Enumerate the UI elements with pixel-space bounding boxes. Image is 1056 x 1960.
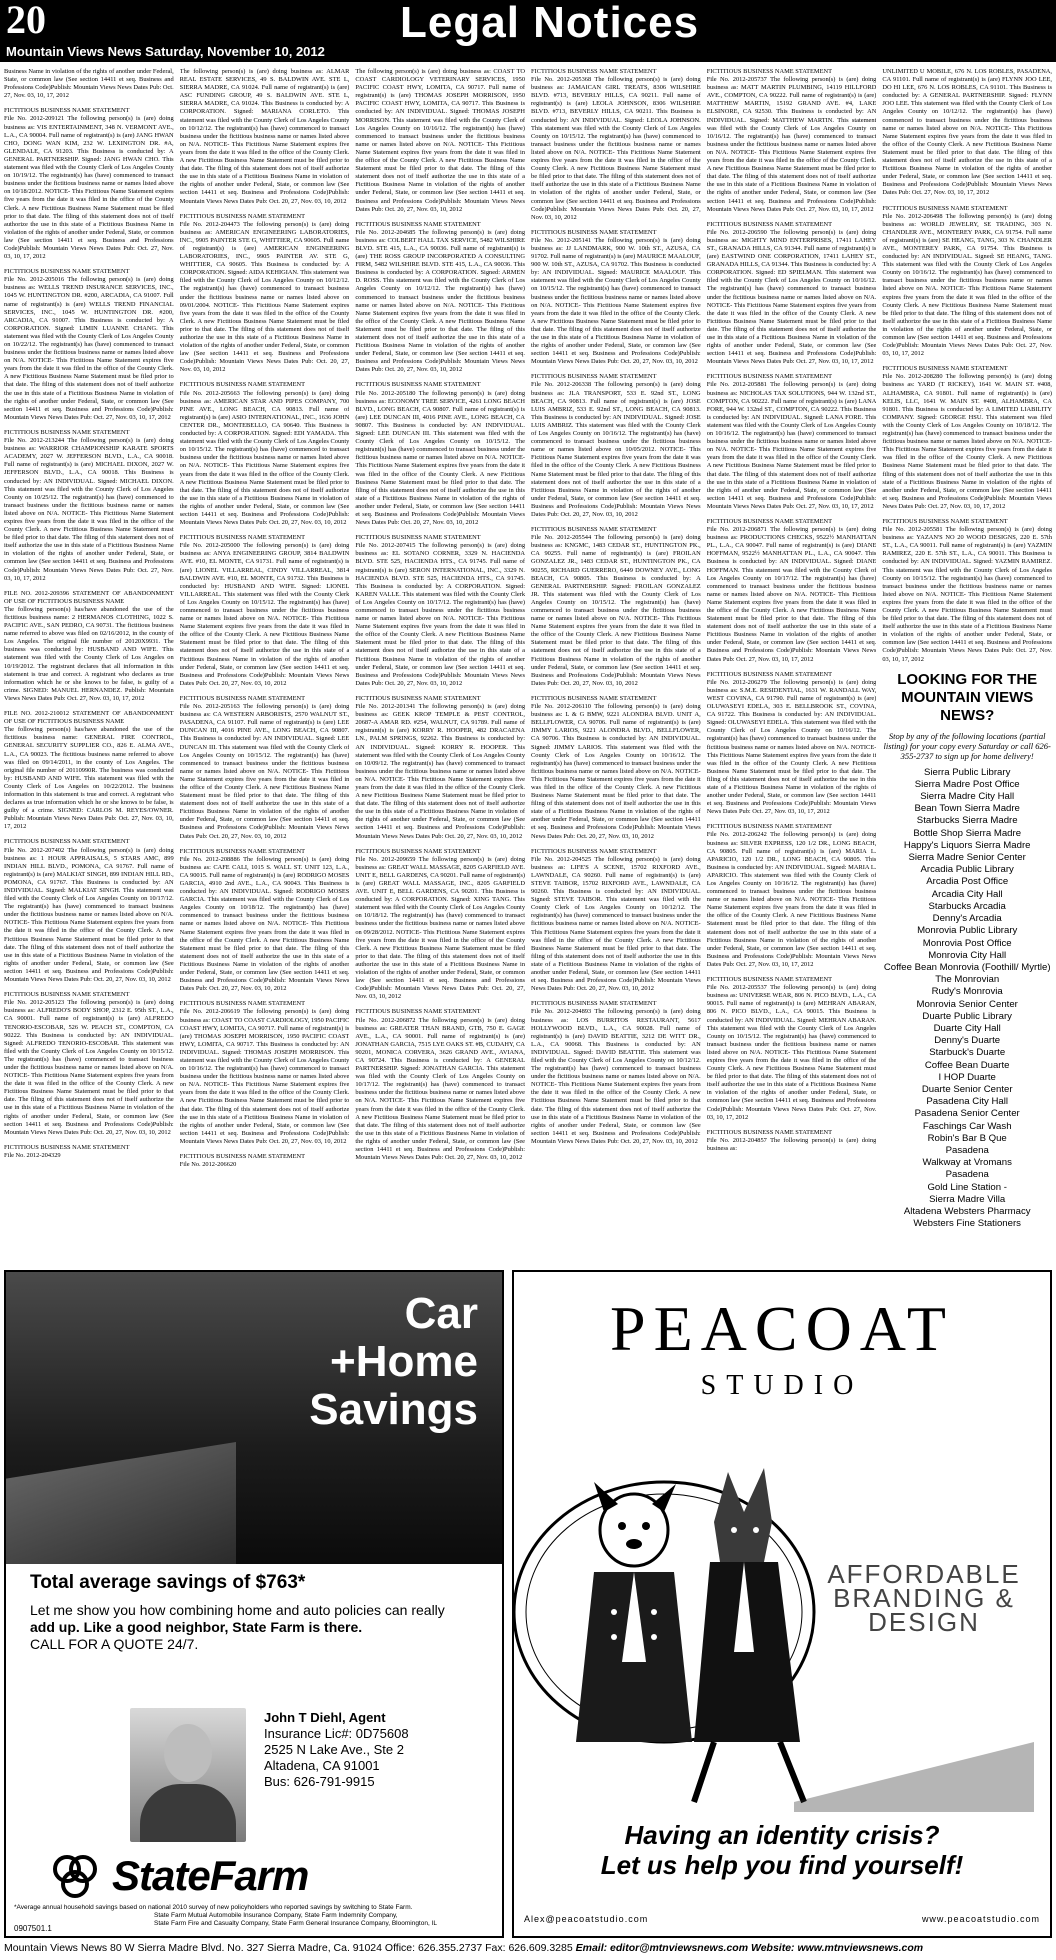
notice-body: File No. 2012-209659 The following person(s) is (are) doing business as: GREAT WALL MASSAGE, 8205 GARFIELD AVE. UNIT E, BELL GARDENS, CA 90201. Full name of registrant(s) is (are) GREAT WALL MASSAGE, INC., 8205 GARFIELD AVE. UNIT E, BELL GARDENS, CA 90201. This Business is conducted by: A CORPORATION. Signed: XING TANG. This statement was filed with the County Clerk of Los Angeles County on 10/18/12. The registrant(s) has (have) commenced to transact business under the fictitious business name or names listed above on 09/28/2012. NOTICE- This Fictitious Name Statement expires five years from the date it was filed in the office of the County Clerk. A new Fictitious Business Name Statement must be filed prior to that date. The filing of this statement does not of itself authorize the use in this state of a Fictitious Business Name in violation of the rights of another under Federal, State, or common law (See section 14411 et seq. Business and Professions Code)Publish: Mountain Views News Dates Pub: Oct. 20, 27, Nov. 03, 10, 2012 xyxy=(355,855,526,1001)
notice-header: FICTITIOUS BUSINESS NAME STATEMENT xyxy=(355,694,481,702)
location-item: Pasadena xyxy=(945,1169,989,1181)
tagline-line1: AFFORDABLE xyxy=(827,1559,1021,1589)
footer-email[interactable]: Email: editor@mtnviewsnews.com xyxy=(575,1942,749,1954)
location-item: Pasadena xyxy=(945,1144,989,1156)
notice-body: File No. 2012-205537 The following person(s) is (are) doing business as: UNIVERSE WEAR, 806 N. PICO BLVD., L.A., CA 90015. Full name of registrant(s) is (are) MEHRAN ABARAN, 806 N. PICO BLVD., L.A., CA 90015. This Business is conducted by: AN INDIVIDUAL. Signed: MEHRAN ABARAN. This statement was filed with the County Clerk of Los Angeles County on 10/15/12. The registrant(s) has (have) commenced to transact business under the fictitious business name or names listed above on N/A. NOTICE- This Fictitious Name Statement expires five years from the date it was filed in the office of the County Clerk. A new Fictitious Business Name Statement must be filed prior to that date. The filing of this statement does not of itself authorize the use in this state of a Fictitious Business Name in violation of the rights of another under Federal, State, or common law (See section 14411 et seq. Business and Professions Code)Publish: Mountain Views News Dates Pub: Oct. 27, Nov. 03, 10, 17, 2012 xyxy=(706,984,877,1121)
legal-notice xyxy=(4,68,174,100)
location-item: Monrovia Public Library xyxy=(917,925,1018,937)
notice-header: FICTITIOUS BUSINESS NAME STATEMENT xyxy=(531,228,657,236)
notice-body: File No. 2012-205016 The following person(s) is (are) doing business as: WELLS TREND INSURANCE SERVICES, INC., 1045 W. HUNTINGTON DR. #200, ARCADIA, CA 91007. Full name of registrant(s) is (are) WELLS TREND FINANCIAL SERVICES, INC., 1045 W. HUNTINGTON DR. #200, ARCADIA, CA 91007. This Business is conducted by: A CORPORATION. Signed: LIMIN LUANNE CHANG. This statement was filed with the County Clerk of Los Angeles County on 10/22/12. The registrant(s) has (have) commenced to transact business under the fictitious business name or names listed above on N/A. NOTICE- This Fictitious Name Statement expires five years from the date it was filed in the office of the County Clerk. A new Fictitious Business Name Statement must be filed prior to that date. The filing of this statement does not of itself authorize the use in this state of a Fictitious Business Name in violation of the rights of another under Federal, State, or common law (See section 14411 et seq. Business and Professions Code)Publish: Mountain Views News Dates Pub: Oct. 27, Nov. 03, 10, 17, 2012 xyxy=(4,276,174,421)
notice-body: The following person(s) is (are) doing business as: ALMAR REAL ESTATE SERVICES, 49 S. BALDWIN AVE. STE L, SIERRA MADRE, CA 91024. Full name of registrant(s) is (are) ASC FUNDING GROUP, 49 S. BALDWIN AVE. STE L, SIERRA MADRE, CA 91024. This Business is conducted by: A CORPORATION. Signed: MARIANA CORLETO. This statement was filed with the County Clerk of Los Angeles County on 10/12/12. The registrant(s) has (have) commenced to transact business under the fictitious business name or names listed above on N/A. NOTICE- This Fictitious Name Statement expires five years from the date it was filed in the office of the County Clerk. A new Fictitious Business Name Statement must be filed prior to that date. The filing of this statement does not of itself authorize the use in this state of a Fictitious Business Name in violation of the rights of another under Federal, State, or common law (See section 14411 et seq. Business and Professions Code)Publish: Mountain Views News Dates Pub: Oct. 20, 27, Nov. 03, 10, 2012 xyxy=(179,68,350,205)
notice-body: File No. 2012-205123 The following person(s) is (are) doing business as: ALFREDO'S BODY SHOP, 2312 E. 95th ST., L.A., CA 90001. Full name of registrant(s) is (are) ALFREDO TENORIO-ESCOBAR, 526 W. PEACH ST., COMPTON, CA 90222. This Business is conducted by: AN INDIVIDUAL. Signed: ALFREDO TENORIO-ESCOBAR. This statement was filed with the County Clerk of Los Angeles County on 10/15/12. The registrant(s) has (have) commenced to transact business under the fictitious business name or names listed above on N/A. NOTICE- This Fictitious Name Statement expires five years from the date it was filed in the office of the County Clerk. A new Fictitious Business Name Statement must be filed prior to that date. The filing of this statement does not of itself authorize the use in this state of a Fictitious Business Name in violation of the rights of another under Federal, State, or common law (See section 14411 et seq. Business and Professions Code)Publish: Mountain Views News Dates Pub: Oct. 20, 27, Nov. 03, 10, 2012 xyxy=(4,999,174,1136)
notice-body: File No. 2012-205663 The following person(s) is (are) doing business as: AMERICAN STAR AND PIPES COMPANY, 700 PINE AVE., LONG BEACH, CA 90813. Full name of registrant(s) is (are) ASIO INTERNATIONAL, INC., 1636 JOHN CENTER DR., MONTEBELLO, CA 90640. This Business is conducted by: A CORPORATION. Signed: EDI YAMADA. This statement was filed with the County Clerk of Los Angeles County on 10/15/12. The registrant(s) has (have) commenced to transact business under the fictitious business name or names listed above on N/A. NOTICE- This Fictitious Name Statement expires five years from the date it was filed in the office of the County Clerk. A new Fictitious Business Name Statement must be filed prior to that date. The filing of this statement does not of itself authorize the use in this state of a Fictitious Business Name in violation of the rights of another under Federal, State, or common law (See section 14411 et seq. Business and Professions Code)Publish: Mountain Views News Dates Pub: Oct. 20, 27, Nov. 03, 10, 2012 xyxy=(179,389,350,527)
notice-header: FICTITIOUS BUSINESS NAME STATEMENT xyxy=(179,847,306,855)
notice-header: FICTITIOUS BUSINESS NAME STATEMENT xyxy=(706,220,833,228)
notice-body: File No. 2012-204525 The following person(s) is (are) doing business as: LIFE'S A SCENE, 15702 RIXFORD AVE., LAWNDALE, CA 90260. Full name of registrant(s) is (are) STEVE TAIBOR, 15702 RIXFORD AVE., LAWNDALE, CA 90260. This Business is conducted by: AN INDIVIDUAL. Signed: STEVE TAIBOR. This statement was filed with the County Clerk of Los Angeles County on 10/12/12. The registrant(s) has (have) commenced to transact business under the fictitious business name or names listed above on N/A. NOTICE- This Fictitious Name Statement expires five years from the date it was filed in the office of the County Clerk. A new Fictitious Business Name Statement must be filed prior to that date. The filing of this statement does not of itself authorize the use in this state of a Fictitious Business Name in violation of the rights of another under Federal, State, or common law (See section 14411 et seq. Business and Professions Code)Publish: Mountain Views News Dates Pub: Oct. 20, 27, Nov. 03, 10, 2012 xyxy=(531,855,701,993)
slogan-line1: Having an identity crisis? xyxy=(624,1820,940,1850)
column-1 xyxy=(4,68,174,1260)
location-item: Pasadena City Hall xyxy=(926,1096,1008,1108)
notice-body: File No. 2012-206110 The following person(s) is (are) doing business as: L & G BMW, 9221 ALONDRA BLVD. UNIT A, BELLFLOWER, CA 90706. Full name of registrant(s) is (are) JIMMY LARIOS, 9221 ALONDRA BLVD., BELLFLOWER, CA 90706. This Business is conducted by: AN INDIVIDUAL. Signed: JIMMY LARIOS. This statement was filed with the County Clerk of Los Angeles County on 10/16/12. The registrant(s) has (have) commenced to transact business under the fictitious business name or names listed above on N/A. NOTICE- This Fictitious Name Statement expires five years from the date it was filed in the office of the County Clerk. A new Fictitious Business Name Statement must be filed prior to that date. The filing of this statement does not of itself authorize the use in this state of a Fictitious Business Name in violation of the rights of another under Federal, State, or common law (See section 14411 et seq. Business and Professions Code)Publish: Mountain Views News Dates Pub: Oct. 20, 27, Nov. 03, 10, 2012 xyxy=(531,703,701,840)
location-item: Sierra Madre City Hall xyxy=(920,791,1015,803)
notice-body: File No. 2012-204685 The following person(s) is (are) doing business as: COLBERT HALL TAX SERVICE, 5482 WILSHIRE BLVD. STE 415, L.A., CA 90036. Full name of registrant(s) is (are) THE ROSS GROUP INCORPORATED A CONSULTING FIRM, 5482 WILSHIRE BLVD. STE 415, L.A., CA 90036. This Business is conducted by: A CORPORATION. Signed: ARMEN D. ROSS. This statement was filed with the County Clerk of Los Angeles County on 10/12/12. The registrant(s) has (have) commenced to transact business under the fictitious business name or names listed above on N/A. NOTICE- This Fictitious Name Statement expires five years from the date it was filed in the office of the County Clerk. A new Fictitious Business Name Statement must be filed prior to that date. The filing of this statement does not of itself authorize the use in this state of a Fictitious Business Name in violation of the rights of another under Federal, State, or common law (See section 14411 et seq. Business and Professions Code)Publish: Mountain Views News Dates Pub: Oct. 20, 27, Nov. 03, 10, 2012 xyxy=(355,228,526,374)
peacoat-studio: STUDIO xyxy=(700,1370,864,1401)
agent-suit xyxy=(140,1784,236,1842)
legal-notice xyxy=(707,518,877,664)
ad-code: 0907501.1 xyxy=(14,1924,52,1933)
tagline-line2: BRANDING & xyxy=(833,1583,1015,1613)
tagline-line3: DESIGN xyxy=(868,1607,980,1637)
legal-notice xyxy=(707,1129,877,1153)
notice-header: FICTITIOUS BUSINESS NAME STATEMENT xyxy=(706,1128,833,1136)
notice-body: File No. 2012-204893 The following person(s) is (are) doing business as: LOS BURRITOS RESTAURANT, 5617 HOLLYWOOD BLVD., L.A., CA 90028. Full name of registrant(s) is (are) DAVID BEATTIE, 3212 DE WITT DR., L.A., CA 90068. This Business is conducted by: AN INDIVIDUAL. Signed: DAVID BEATTIE. This statement was filed with the County Clerk of Los Angeles County on 10/12/12. The registrant(s) has (have) commenced to transact business under the fictitious business name or names listed above on N/A. NOTICE- This Fictitious Name Statement expires five years from the date it was filed in the office of the County Clerk. A new Fictitious Business Name Statement must be filed prior to that date. The filing of this statement does not of itself authorize the use in this state of a Fictitious Business Name in violation of the rights of another under Federal, State, or common law (See section 14411 et seq. Business and Professions Code)Publish: Mountain Views News Dates Pub: Oct. 20, 27, Nov. 03, 10, 2012 xyxy=(531,1008,701,1145)
notice-body: File No. 2012-205544 The following person(s) is (are) doing business as: KNGMC, 1483 CEDAR ST., HUNTINGTON PK., CA 90255. Full name of registrant(s) is (are) FROILAN GONZALEZ JR., 1483 CEDAR ST., HUNTINGTON PK., CA 90255, RICHARD GUERRERO, 6449 DOWNEY AVE., LONG BEACH, CA 90805. This Business is conducted by: A GENERAL PARTNERSHIP. Signed: FROILAN GONZALEZ JR. This statement was filed with the County Clerk of Los Angeles County on 10/15/12. The registrant(s) has (have) commenced to transact business under the fictitious business name or names listed above on N/A. NOTICE- This Fictitious Name Statement expires five years from the date it was filed in the office of the County Clerk. A new Fictitious Business Name Statement must be filed prior to that date. The filing of this statement does not of itself authorize the use in this state of a Fictitious Business Name in violation of the rights of another under Federal, State, or common law (See section 14411 et seq. Business and Professions Code)Publish: Mountain Views News Dates Pub: Oct. 20, 27, Nov. 03, 10, 2012 xyxy=(531,534,701,687)
distribution-locations xyxy=(882,671,1052,1231)
legal-notice xyxy=(180,848,350,994)
legal-notice xyxy=(4,991,174,1137)
notice-body: The following person(s) is (are) doing business as: COAST TO COAST CARDIOLOGY VETERINARY SERVICES, 1950 PACIFIC COAST HWY, LOMITA, CA 90717. Full name of registrant(s) is (are) THOMAS JOSEPH MORRISON, 1950 PACIFIC COAST HWY, LOMITA, CA 90717. This Business is conducted by: AN INDIVIDUAL. Signed: THOMAS JOSEPH MORRISON. This statement was filed with the County Clerk of Los Angeles County on 10/16/12. The registrant(s) has (have) commenced to transact business under the fictitious business name or names listed above on N/A. NOTICE- This Fictitious Name Statement expires five years from the date it was filed in the office of the County Clerk. A new Fictitious Business Name Statement must be filed prior to that date. The filing of this statement does not of itself authorize the use in this state of a Fictitious Business Name in violation of the rights of another under Federal, State, or common law (See section 14411 et seq. Business and Professions Code)Publish: Mountain Views News Dates Pub: Oct. 20, 27, Nov. 03, 10, 2012 xyxy=(355,68,526,213)
notice-header: FICTITIOUS BUSINESS NAME STATEMENT xyxy=(531,68,657,75)
footer-website[interactable]: Website: www.mtnviewsnews.com xyxy=(750,1942,924,1954)
notice-body: File No. 2012-205881 The following person(s) is (are) doing business as: NICHOLAS TAX SOLUTIONS, 944 W. 132nd ST., COMPTON, CA 90222. Full name of registrant(s) is (are) LANA FORE, 944 W. 132nd ST., COMPTON, CA 90222. This Business is conducted by: AN INDIVIDUAL. Signed: LANA FORE. This statement was filed with the County Clerk of Los Angeles County on 10/16/12. The registrant(s) has (have) commenced to transact business under the fictitious business name or names listed above on N/A. NOTICE- This Fictitious Name Statement expires five years from the date it was filed in the office of the County Clerk. A new Fictitious Business Name Statement must be filed prior to that date. The filing of this statement does not of itself authorize the use in this state of a Fictitious Business Name in violation of the rights of another under Federal, State, or common law (See section 14411 et seq. Business and Professions Code)Publish: Mountain Views News Dates Pub: Oct. 27, Nov. 03, 10, 17, 2012 xyxy=(706,381,877,510)
legal-notices-columns xyxy=(4,68,1052,1260)
notice-header: FILE NO. 2012-209396 STATEMENT OF ABANDONMENT OF USE OF FICTITIOUS BUSINESS NAME xyxy=(4,589,174,605)
peacoat-tagline xyxy=(814,1559,1034,1637)
location-item: Rudy's Monrovia xyxy=(931,986,1003,998)
notice-body: File No. 2012-204329 xyxy=(4,1151,61,1159)
legal-notice xyxy=(707,976,877,1122)
location-item: Bottle Shop Sierra Madre xyxy=(913,827,1022,839)
notice-header: FICTITIOUS BUSINESS NAME STATEMENT xyxy=(706,517,833,525)
legal-notice xyxy=(882,518,1052,664)
legal-notice xyxy=(4,838,174,984)
notice-header: FICTITIOUS BUSINESS NAME STATEMENT xyxy=(355,381,481,389)
legal-notice xyxy=(531,373,701,519)
peacoat-email-link[interactable]: Alex@peacoatstudio.com xyxy=(524,1914,649,1924)
notice-header: FICTITIOUS BUSINESS NAME STATEMENT xyxy=(4,991,130,999)
notice-body: File No. 2012-208280 The following person(s) is (are) doing business as: YARD (T RICKEY), 1641 W. MAIN ST. #408, ALHAMBRA, CA 91801. Full name of registrant(s) is (are) KELIS, LLC, 1641 W. MAIN ST. #408, ALHAMBRA, CA 91801. This Business is conducted by: A LIMITED LIABILITY COMPANY. Signed: GEORGE HSU. This statement was filed with the County Clerk of Los Angeles County on 10/18/12. The registrant(s) has (have) commenced to transact business under the fictitious business name or names listed above on N/A. NOTICE- This Fictitious Name Statement expires five years from the date it was filed in the office of the County Clerk. A new Fictitious Business Name Statement must be filed prior to that date. The filing of this statement does not of itself authorize the use in this state of a Fictitious Business Name in violation of the rights of another under Federal, State, or common law (See section 14411 et seq. Business and Professions Code)Publish: Mountain Views News Dates Pub: Oct. 27, Nov. 03, 10, 17, 2012 xyxy=(882,373,1053,510)
masthead-dateline: Mountain Views News Saturday, November 10, 2012 xyxy=(6,44,325,59)
agent-street: 2525 N Lake Ave., Ste 2 xyxy=(264,1742,404,1757)
notice-header: FICTITIOUS BUSINESS NAME STATEMENT xyxy=(179,694,306,702)
location-item: Sierra Public Library xyxy=(924,766,1011,778)
body-line2: add up. Like a good neighbor, State Farm is there. xyxy=(30,1619,363,1635)
legal-notice xyxy=(707,221,877,367)
location-item: Arcadia City Hall xyxy=(931,888,1003,900)
notice-body: File No. 2012-206279 The following person(s) is (are) doing business as: S.M.E. RESIDENTIAL, 1631 W. RANDALL WAY, WEST COVINA, CA 91790. Full name of registrant(s) is (are) OLUWASEYI EDELA, 303 E. BELLBROOK ST., COVINA, CA 91722. This Business is conducted by: AN INDIVIDUAL. Signed: OLUWASEYI EDELA. This statement was filed with the County Clerk of Los Angeles County on 10/16/12. The registrant(s) has (have) commenced to transact business under the fictitious business name or names listed above on N/A. NOTICE- This Fictitious Name Statement expires five years from the date it was filed in the office of the County Clerk. A new Fictitious Business Name Statement must be filed prior to that date. The filing of this statement does not of itself authorize the use in this state of a Fictitious Business Name in violation of the rights of another under Federal, State, or common law (See section 14411 et seq. Business and Professions Code)Publish: Mountain Views News Dates Pub: Oct. 27, Nov. 03, 10, 17, 2012 xyxy=(706,678,877,816)
legal-notice xyxy=(531,848,701,994)
legal-notice xyxy=(707,373,877,511)
legal-notice xyxy=(531,1000,701,1146)
ad-fine-print xyxy=(14,1904,494,1928)
legal-notice xyxy=(4,1144,174,1160)
notice-body: UNLIMITED U MOBILE, 676 N. LOS ROBLES, PASADENA, CA 91101. Full name of registrant(s) is (are) FLYNN JOO LEE, DO HI LEE, 676 N. LOS ROBLES, CA 91101. This Business is conducted by: A GENERAL PARTNERSHIP. Signed: FLYNN JOO LEE. This statement was filed with the County Clerk of Los Angeles County on 10/12/12. The registrant(s) has (have) commenced to transact business under the fictitious business name or names listed above on N/A. NOTICE- This Fictitious Name Statement expires five years from the date it was filed in the office of the County Clerk. A new Fictitious Business Name Statement must be filed prior to that date. The filing of this statement does not of itself authorize the use in this state of a Fictitious Business Name in violation of the rights of another under Federal, State, or common law (See section 14411 et seq. Business and Professions Code)Publish: Mountain Views News Dates Pub: Oct. 27, Nov. 03, 10, 17, 2012 xyxy=(882,68,1053,197)
notice-body: File No. 2012-206871 The following person(s) is (are) doing business as: PRODUCTIONS CHECKS, 9522½ MANHATTAN PL., L.A., CA 90047. Full name of registrant(s) is (are) DIANE HOFFMAN, 9522½ MANHATTAN PL., L.A., CA 90047. This Business is conducted by: AN INDIVIDUAL. Signed: DIANE HOFFMAN. This statement was filed with the County Clerk of Los Angeles County on 10/17/12. The registrant(s) has (have) commenced to transact business under the fictitious business name or names listed above on N/A. NOTICE- This Fictitious Name Statement expires five years from the date it was filed in the office of the County Clerk. A new Fictitious Business Name Statement must be filed prior to that date. The filing of this statement does not of itself authorize the use in this state of a Fictitious Business Name in violation of the rights of another under Federal, State, or common law (See section 14411 et seq. Business and Professions Code)Publish: Mountain Views News Dates Pub: Oct. 27, Nov. 03, 10, 17, 2012 xyxy=(706,526,877,663)
notice-body: File No. 2012-213244 The following person(s) is (are) doing business as: WARRIOR CHAMPIONSHIP KARATE SPORTS ACADEMY, 2027 W. JEFFERSON BLVD., L.A., CA 90018. Full name of registrant(s) is (are) MICHAEL DIXON, 2027 W. JEFFERSON BLVD., L.A., CA 90018. This Business is conducted by: AN INDIVIDUAL. Signed: MICHAEL DIXON. This statement was filed with the County Clerk of Los Angeles County on 10/25/12. The registrant(s) has (have) commenced to transact business under the fictitious business name or names listed above on N/A. NOTICE- This Fictitious Name Statement expires five years from the date it was filed in the office of the County Clerk. A new Fictitious Business Name Statement must be filed prior to that date. The filing of this statement does not of itself authorize the use in this state of a Fictitious Business Name in violation of the rights of another under Federal, State, or common law (See section 14411 et seq. Business and Professions Code)Publish: Mountain Views News Dates Pub: Oct. 27, Nov. 03, 10, 17, 2012 xyxy=(4,437,174,582)
fine-print-1: *Average annual household savings based on national 2010 survey of new policyholders who reported savings by switching to State Farm. xyxy=(14,1904,413,1911)
notice-body: File No. 2012-205163 The following person(s) is (are) doing business as: CA WESTERN ARBORISTS, 2570 WALNUT ST., PASADENA, CA 91107. Full name of registrant(s) is (are) LEE DUNCAN III, 4016 PINE AVE., LONG BEACH, CA 90807. This Business is conducted by: AN INDIVIDUAL. Signed: LEE DUNCAN III. This statement was filed with the County Clerk of Los Angeles County on 10/15/12. The registrant(s) has (have) commenced to transact business under the fictitious business name or names listed above on N/A. NOTICE- This Fictitious Name Statement expires five years from the date it was filed in the office of the County Clerk. A new Fictitious Business Name Statement must be filed prior to that date. The filing of this statement does not of itself authorize the use in this state of a Fictitious Business Name in violation of the rights of another under Federal, State, or common law (See section 14411 et seq. Business and Professions Code)Publish: Mountain Views News Dates Pub: Oct. 20, 27, Nov. 03, 10, 2012 xyxy=(179,703,350,840)
legal-notice xyxy=(355,534,525,688)
notice-body: The following person(s) has/have abandoned the use of the fictitious business name: 2 HERMANOS CLOTHING, 1022 S. PACIFIC AVE., SAN PEDRO, CA 90731. The fictitious business name referred to above was filed on 02/16/2012, in the county of Los Angeles. The original file number of 20120X9931. The business was conducted by: HUSBAND AND WIFE. This statement was filed with the County Clerk of Los Angeles on 10/19/2012. The registrant declares that all information in this statement is true and correct. A registrant who declares as true information which he or she knows to be false, is guilty of a crime. SIGNED: MANUEL HERNANDEZ. Publish: Mountain Views News Dates Pub: Oct. 27, Nov. 03, 10, 17, 2012 xyxy=(4,605,174,702)
location-item: Monrovia City Hall xyxy=(928,949,1007,961)
headline-line3: Savings xyxy=(309,1385,478,1434)
location-item: Duarte Senior Center xyxy=(921,1083,1013,1095)
notice-header: FICTITIOUS BUSINESS NAME STATEMENT xyxy=(706,670,833,678)
location-item: Faschings Car Wash xyxy=(922,1120,1012,1132)
slogan-line2: Let us help you find yourself! xyxy=(600,1850,964,1880)
notice-header: FICTITIOUS BUSINESS NAME STATEMENT xyxy=(355,847,481,855)
peacoat-ad[interactable] xyxy=(512,1270,1052,1938)
notice-body: File No. 2012-205737 The following person(s) is (are) doing business as: MATT MARTIN PLUMBING, 14119 HILLFORD AVE., COMPTON, CA 90222. Full name of registrant(s) is (are) MATTHEW MARTIN, 15192 GRAND AVE. #4, LAKE ELSINORE, CA 92530. This Business is conducted by: AN INDIVIDUAL. Signed: MATTHEW MARTIN. This statement was filed with the County Clerk of Los Angeles County on 10/16/12. The registrant(s) has (have) commenced to transact business under the fictitious business name or names listed above on N/A. NOTICE- This Fictitious Name Statement expires five years from the date it was filed in the office of the County Clerk. A new Fictitious Business Name Statement must be filed prior to that date. The filing of this statement does not of itself authorize the use in this state of a Fictitious Business Name in violation of the rights of another under Federal, State, or common law (See section 14411 et seq. Business and Professions Code)Publish: Mountain Views News Dates Pub: Oct. 27, Nov. 03, 10, 17, 2012 xyxy=(706,76,877,213)
legal-notice xyxy=(531,526,701,688)
peacoat-slogan xyxy=(514,1820,1050,1880)
location-item: Denny's Arcadia xyxy=(932,913,1002,925)
statefarm-ad[interactable] xyxy=(4,1270,504,1938)
locations-title: LOOKING FOR THE MOUNTAIN VIEWS NEWS? xyxy=(897,670,1038,724)
notice-header: FICTITIOUS BUSINESS NAME STATEMENT xyxy=(355,1008,481,1016)
location-item: Websters Fine Stationers xyxy=(913,1218,1021,1230)
location-item: The Monrovian xyxy=(935,974,1000,986)
notice-header: FICTITIOUS BUSINESS NAME STATEMENT xyxy=(531,847,657,855)
notice-body: File No. 2012-206620 xyxy=(179,1161,237,1169)
notice-body: File No. 2012-205141 The following person(s) is (are) doing business as: JJ LANDMARK, 900 W. 10th ST., AZUSA, CA 91702. Full name of registrant(s) is (are) MAURICE MAALOUF, 900 W. 10th ST., AZUSA, CA 91702. This Business is conducted by: AN INDIVIDUAL. Signed: MAURICE MAALOUF. This statement was filed with the County Clerk of Los Angeles County on 10/15/12. The registrant(s) has (have) commenced to transact business under the fictitious business name or names listed above on N/A. NOTICE- This Fictitious Name Statement expires five years from the date it was filed in the office of the County Clerk. A new Fictitious Business Name Statement must be filed prior to that date. The filing of this statement does not of itself authorize the use in this state of a Fictitious Business Name in violation of the rights of another under Federal, State, or common law (See section 14411 et seq. Business and Professions Code)Publish: Mountain Views News Dates Pub: Oct. 20, 27, Nov. 03, 10, 2012 xyxy=(531,236,701,366)
legal-notice xyxy=(531,68,701,222)
ad-headline xyxy=(156,1290,478,1434)
section-title: Legal Notices xyxy=(400,0,700,47)
location-item: I HOP Duarte xyxy=(938,1071,996,1083)
notice-body: Business Name in violation of the rights of another under Federal, State, or common law (See section 14411 et seq. Business and Professions Code)Publish: Mountain Views News Dates Pub: Oct. 27, Nov. 03, 10, 17, 2012 xyxy=(4,68,174,100)
notice-body: File No. 2012-205581 The following person(s) is (are) doing business as: YAZAN'S NO 20 WOOD DESIGNS, 220 E. 57th ST., L.A., CA 90011. Full name of registrant(s) is (are) YAZMIN RAMIREZ, 220 E. 57th ST., L.A., CA 90011. This Business is conducted by: AN INDIVIDUAL. Signed: YAZMIN RAMIREZ. This statement was filed with the County Clerk of Los Angeles County on 10/15/12. The registrant(s) has (have) commenced to transact business under the fictitious business name or names listed above on N/A. NOTICE- This Fictitious Name Statement expires five years from the date it was filed in the office of the County Clerk. A new Fictitious Business Name Statement must be filed prior to that date. The filing of this statement does not of itself authorize the use in this state of a Fictitious Business Name in violation of the rights of another under Federal, State, or common law (See section 14411 et seq. Business and Professions Code)Publish: Mountain Views News Dates Pub: Oct. 27, Nov. 03, 10, 17, 2012 xyxy=(882,526,1053,663)
location-item: Altadena Websters Pharmacy xyxy=(903,1205,1031,1217)
agent-face xyxy=(164,1724,212,1782)
location-item: Happy's Liquors Sierra Madre xyxy=(903,839,1031,851)
column-4 xyxy=(531,68,701,1260)
legal-notice xyxy=(707,823,877,969)
column-5 xyxy=(707,68,877,1260)
notice-header: FICTITIOUS BUSINESS NAME STATEMENT xyxy=(179,1000,306,1008)
notice-body: File No. 2012-206242 The following person(s) is (are) doing business as: SILVER EXPRESS, 120 1/2 DR., LONG BEACH, CA 90805. Full name of registrant(s) is (are) MARIA L. APARICIO, 120 1/2 DR., LONG BEACH, CA 90805. This Business is conducted by: AN INDIVIDUAL. Signed: MARIA L. APARICIO. This statement was filed with the County Clerk of Los Angeles County on 10/16/12. The registrant(s) has (have) commenced to transact business under the fictitious business name or names listed above on N/A. NOTICE- This Fictitious Name Statement expires five years from the date it was filed in the office of the County Clerk. A new Fictitious Business Name Statement must be filed prior to that date. The filing of this statement does not of itself authorize the use in this state of a Fictitious Business Name in violation of the rights of another under Federal, State, or common law (See section 14411 et seq. Business and Professions Code)Publish: Mountain Views News Dates Pub: Oct. 27, Nov. 03, 10, 17, 2012 xyxy=(706,831,877,968)
notice-body: The following person(s) has/have abandoned the use of the fictitious business name: GENERAL FIRE CONTROL, GENERAL SECURITY SUPPLIER CO., 826 E. ALMA AVE., L.A., CA 90023. The fictitious business name referred to above was filed on 09/14/2011, in the county of Los Angeles. The original file number of 20110990R. The business was conducted by: HUSBAND AND WIFE. This statement was filed with the County Clerk of Los Angeles on 10/22/2012. The business information in this statement is true and correct. A registrant who declares as true information which he or she knows to be false, is guilty of a crime. SIGNED: CARLOS M. REYES/OWNER. Publish: Mountain Views News Dates Pub: Oct. 27, Nov. 03, 10, 17, 2012 xyxy=(4,726,174,831)
legal-notice xyxy=(180,381,350,527)
notice-header: FICTITIOUS BUSINESS NAME STATEMENT xyxy=(882,204,1008,212)
legal-notice xyxy=(882,365,1052,511)
notice-header: FICTITIOUS BUSINESS NAME STATEMENT xyxy=(355,534,481,542)
legal-notice xyxy=(355,221,525,375)
notice-body: File No. 2012-201341 The following person(s) is (are) doing business as: GEEK KROP TEMPLE & PEST CONTROL, 20687-A AMAR RD. #254, WALNUT, CA 91789. Full name of registrant(s) is (are) KORRY R. HOOPER, 482 DRACAENA LN., PALM SPRINGS, 92262. This Business is conducted by: AN INDIVIDUAL. Signed: KORRY R. HOOPER. This statement was filed with the County Clerk of Los Angeles County on 10/09/12. The registrant(s) has (have) commenced to transact business under the fictitious business name or names listed above on N/A. NOTICE- This Fictitious Name Statement expires five years from the date it was filed in the office of the County Clerk. A new Fictitious Business Name Statement must be filed prior to that date. The filing of this statement does not of itself authorize the use in this state of a Fictitious Business Name in violation of the rights of another under Federal, State, or common law (See section 14411 et seq. Business and Professions Code)Publish: Mountain Views News Dates Pub: Oct. 20, 27, Nov. 03, 10, 2012 xyxy=(355,703,526,840)
legal-notice xyxy=(355,848,525,1002)
notice-header: FICTITIOUS BUSINESS NAME STATEMENT xyxy=(179,381,306,389)
locations-intro: Stop by any of the following locations (partial listing) for your copy every Saturday or call 626-355-2737 to sign up for home delivery! xyxy=(883,730,1051,761)
column-3 xyxy=(355,68,525,1260)
fine-print-2: State Farm Mutual Automobile Insurance Company, State Farm Indemnity Company, xyxy=(154,1912,398,1919)
agent-info xyxy=(264,1710,409,1790)
legal-notice xyxy=(180,68,350,206)
location-item: Coffee Bean Duarte xyxy=(924,1059,1010,1071)
notice-header: FICTITIOUS BUSINESS NAME STATEMENT xyxy=(882,517,1008,525)
location-item: Sierra Madre Senior Center xyxy=(908,852,1026,864)
notice-header: FICTITIOUS BUSINESS NAME STATEMENT xyxy=(4,428,130,436)
legal-notice xyxy=(180,213,350,375)
agent-photo xyxy=(130,1708,246,1842)
legal-notice xyxy=(4,268,174,422)
notice-header: FICTITIOUS BUSINESS NAME STATEMENT xyxy=(882,365,1008,373)
notice-header: FICTITIOUS BUSINESS NAME STATEMENT xyxy=(355,220,481,228)
notice-header: FICTITIOUS BUSINESS NAME STATEMENT xyxy=(179,212,306,220)
legal-notice xyxy=(355,381,525,527)
headline-line2: +Home xyxy=(330,1337,478,1386)
notice-header: FICTITIOUS BUSINESS NAME STATEMENT xyxy=(4,838,130,846)
notice-header: FICTITIOUS BUSINESS NAME STATEMENT xyxy=(179,1153,306,1160)
notice-header: FILE NO. 2012-210012 STATEMENT OF ABANDONMENT OF USE OF FICTITIOUS BUSINESS NAME xyxy=(4,710,174,726)
legal-notice xyxy=(531,229,701,367)
legal-notice xyxy=(180,534,350,688)
notice-body: File No. 2012-206338 The following person(s) is (are) doing business as: JLA TRANSPORT, 533 E. 92nd ST., LONG BEACH, CA 90813. Full name of registrant(s) is (are) JOSE LUIS AMBRIZ, 533 E. 92nd ST., LONG BEACH, CA 90813. This Business is conducted by: AN INDIVIDUAL. Signed: JOSE LUIS AMBRIZ. This statement was filed with the County Clerk of Los Angeles County on 10/16/12. The registrant(s) has (have) commenced to transact business under the fictitious business name or names listed above on 10/05/2012. NOTICE- This Fictitious Name Statement expires five years from the date it was filed in the office of the County Clerk. A new Fictitious Business Name Statement must be filed prior to that date. The filing of this statement does not of itself authorize the use in this state of a Fictitious Business Name in violation of the rights of another under Federal, State, or common law (See section 14411 et seq. Business and Professions Code)Publish: Mountain Views News Dates Pub: Oct. 20, 27, Nov. 03, 10, 2012 xyxy=(531,381,701,518)
legal-notice xyxy=(180,695,350,841)
location-item: Starbucks Arcadia xyxy=(928,900,1006,912)
location-item: Arcadia Public Library xyxy=(920,864,1014,876)
notice-header: FICTITIOUS BUSINESS NAME STATEMENT xyxy=(706,976,833,984)
legal-notice xyxy=(707,671,877,817)
page-footer xyxy=(4,1942,1052,1954)
statefarm-logo xyxy=(50,1852,470,1902)
legal-notice xyxy=(180,1000,350,1146)
legal-notice xyxy=(355,1008,525,1162)
notice-body: File No. 2012-206619 The following person(s) is (are) doing business as: COAST TO COAST CARDIOLOGY, 1950 PACIFIC COAST HWY, LOMITA, CA 90717. Full name of registrant(s) is (are) THOMAS JOSEPH MORRISON, 1950 PACIFIC COAST HWY, LOMITA, CA 90717. This Business is conducted by: AN INDIVIDUAL. Signed: THOMAS JOSEPH MORRISON. This statement was filed with the County Clerk of Los Angeles County on 10/16/12. The registrant(s) has (have) commenced to transact business under the fictitious business name or names listed above on N/A. NOTICE- This Fictitious Name Statement expires five years from the date it was filed in the office of the County Clerk. A new Fictitious Business Name Statement must be filed prior to that date. The filing of this statement does not of itself authorize the use in this state of a Fictitious Business Name in violation of the rights of another under Federal, State, or common law (See section 14411 et seq. Business and Professions Code)Publish: Mountain Views News Dates Pub: Oct. 20, 27, Nov. 03, 10, 2012 xyxy=(179,1008,350,1145)
location-item: Starbucks Sierra Madre xyxy=(916,815,1018,827)
notice-body: File No. 2012-207402 The following person(s) is (are) doing business as: 1 HOUR APPRAISALS, 5 STARS AMC, 899 INDIAN HILL BLVD., POMONA, CA 91767. Full name of registrant(s) is (are) MALKIAT SINGH, 899 INDIAN HILL RD., POMONA, CA 91767. This Business is conducted by: AN INDIVIDUAL. Signed: MALKIAT SINGH. This statement was filed with the County Clerk of Los Angeles County on 10/17/12. The registrant(s) has (have) commenced to transact business under the fictitious business name or names listed above on N/A. NOTICE- This Fictitious Name Statement expires five years from the date it was filed in the office of the County Clerk. A new Fictitious Business Name Statement must be filed prior to that date. The filing of this statement does not of itself authorize the use in this state of a Fictitious Business Name in violation of the rights of another under Federal, State, or common law (See section 14411 et seq. Business and Professions Code)Publish: Mountain Views News Dates Pub: Oct. 20, 27, Nov. 03, 10, 2012 xyxy=(4,846,174,984)
notice-header: FICTITIOUS BUSINESS NAME STATEMENT xyxy=(531,694,657,702)
column-6 xyxy=(882,68,1052,1260)
body-line3: CALL FOR A QUOTE 24/7. xyxy=(30,1636,199,1652)
notice-header: FICTITIOUS BUSINESS NAME STATEMENT xyxy=(4,1143,130,1151)
location-item: Walkway at Vromans xyxy=(922,1157,1012,1169)
notice-body: File No. 2012-205000 The following person(s) is (are) doing business as: ANYA ENGINEERING GROUP, 3814 BALDWIN AVE. #10, EL MONTE, CA 91731. Full name of registrant(s) is (are) LIONEL VILLARREAL, CINDY VILLARREAL, 3814 BALDWIN AVE. #10, EL MONTE, CA 91732. This Business is conducted by: HUSBAND AND WIFE. Signed: LIONEL VILLARREAL. This statement was filed with the County Clerk of Los Angeles County on 10/15/12. The registrant(s) has (have) commenced to transact business under the fictitious business name or names listed above on N/A. NOTICE- This Fictitious Name Statement expires five years from the date it was filed in the office of the County Clerk. A new Fictitious Business Name Statement must be filed prior to that date. The filing of this statement does not of itself authorize the use in this state of a Fictitious Business Name in violation of the rights of another under Federal, State, or common law (See section 14411 et seq. Business and Professions Code)Publish: Mountain Views News Dates Pub: Oct. 20, 27, Nov. 03, 10, 2012 xyxy=(179,542,350,687)
location-item: Sierra Madre Post Office xyxy=(914,778,1020,790)
column-2 xyxy=(180,68,350,1260)
location-item: Duarte City Hall xyxy=(933,1022,1001,1034)
location-item: Duarte Public Library xyxy=(922,1010,1012,1022)
location-item: Starbuck's Duarte xyxy=(929,1047,1006,1059)
notice-header: FICTITIOUS BUSINESS NAME STATEMENT xyxy=(4,107,130,115)
legal-notice xyxy=(531,695,701,841)
location-item: Monrovia Post Office xyxy=(922,937,1012,949)
peacoat-website-link[interactable]: www.peacoatstudio.com xyxy=(921,1914,1040,1924)
notice-body: File No. 2012-205180 The following person(s) is (are) doing business as: ECONOMY TREE SERVICE, 4261 LONG BEACH BLVD., LONG BEACH, CA 90807. Full name of registrant(s) is (are) LEE DUNCAN III, 4016 PINE AVE., LONG BEACH, CA 90807. This Business is conducted by: AN INDIVIDUAL. Signed: LEE DUNCAN III. This statement was filed with the County Clerk of Los Angeles County on 10/15/12. The registrant(s) has (have) commenced to transact business under the fictitious business name or names listed above on N/A. NOTICE- This Fictitious Name Statement expires five years from the date it was filed in the office of the County Clerk. A new Fictitious Business Name Statement must be filed prior to that date. The filing of this statement does not of itself authorize the use in this state of a Fictitious Business Name in violation of the rights of another under Federal, State, or common law (See section 14411 et seq. Business and Professions Code)Publish: Mountain Views News Dates Pub: Oct. 20, 27, Nov. 03, 10, 2012 xyxy=(355,389,526,527)
headline-line1: Car xyxy=(404,1289,478,1338)
footer-address: Mountain Views News 80 W Sierra Madre Blvd. No. 327 Sierra Madre, Ca. 91024 Office: 626.355.2737 Fax: 626.609.3285 xyxy=(4,1942,573,1954)
location-item: Sierra Madre Villa xyxy=(929,1193,1006,1205)
statefarm-rings-icon xyxy=(50,1854,100,1900)
savings-total: Total average savings of $763* xyxy=(30,1572,306,1593)
ad-car-photo xyxy=(6,1272,502,1564)
road-graphic xyxy=(6,1442,236,1564)
locations-list xyxy=(882,767,1052,1231)
location-item: Gold Line Station - xyxy=(927,1181,1007,1193)
legal-notice xyxy=(355,695,525,841)
notice-header: FICTITIOUS BUSINESS NAME STATEMENT xyxy=(531,1000,657,1008)
legal-notice xyxy=(4,107,174,261)
location-item: Coffee Bean Monrovia (Foothill/ Myrtle) xyxy=(883,961,1051,973)
legal-notice xyxy=(882,68,1052,198)
notice-header: FICTITIOUS BUSINESS NAME STATEMENT xyxy=(706,373,833,381)
notice-body: File No. 2012-206872 The following person(s) is (are) doing business as: GREATER THAN BRAND, GTB, 750 E. GAGE AVE., L.A., CA 90001. Full name of registrant(s) is (are) JONATHAN GARCIA, 7515 LYE OAKS ST. #B, CUDAHY, CA 90201, MONICA CORVERA, 3626 GRAND AVE., AVIANA, CA 90724. This Business is conducted by: A GENERAL PARTNERSHIP. Signed: JONATHAN GARCIA. This statement was filed with the County Clerk of Los Angeles County on 10/17/12. The registrant(s) has (have) commenced to transact business under the fictitious business name or names listed above on N/A. NOTICE- This Fictitious Name Statement expires five years from the date it was filed in the office of the County Clerk. A new Fictitious Business Name Statement must be filed prior to that date. The filing of this statement does not of itself authorize the use in this state of a Fictitious Business Name in violation of the rights of another under Federal, State, or common law (See section 14411 et seq. Business and Professions Code)Publish: Mountain Views News Dates Pub: Oct. 20, 27, Nov. 03, 10, 2012 xyxy=(355,1016,526,1162)
ad-body xyxy=(30,1602,470,1653)
agent-name: John T Diehl, Agent xyxy=(264,1710,386,1725)
notice-body: File No. 2012-204473 The following person(s) is (are) doing business as: AMERICAN ENGINEERING LABORATORIES, INC., 9905 PAINTER STE G, WHITTIER, CA 90605. Full name of registrant(s) is (are) AMERICAN ENGINEERING LABORATORIES, INC., 9905 PAINTER AV. STE G, WHITTIER, CA 90605. This Business is conducted by: A CORPORATION. Signed: AIDA KEHIGIAN. This statement was filed with the County Clerk of Los Angeles County on 10/12/12. The registrant(s) has (have) commenced to transact business under the fictitious business name or names listed above on 09/01/2004. NOTICE- This Fictitious Name Statement expires five years from the date it was filed in the office of the County Clerk. A new Fictitious Business Name Statement must be filed prior to that date. The filing of this statement does not of itself authorize the use in this state of a Fictitious Business Name in violation of the rights of another under Federal, State, or common law (See section 14411 et seq. Business and Professions Code)Publish: Mountain Views News Dates Pub: Oct. 20, 27, Nov. 03, 10, 2012 xyxy=(179,220,350,374)
notice-header: FICTITIOUS BUSINESS NAME STATEMENT xyxy=(706,68,833,75)
legal-notice xyxy=(4,590,174,703)
location-item: Monrovia Senior Center xyxy=(916,998,1018,1010)
notice-header: FICTITIOUS BUSINESS NAME STATEMENT xyxy=(4,268,130,276)
legal-notice xyxy=(707,68,877,214)
notice-body: File No. 2012-206498 The following person(s) is (are) doing business as: WORLD JEWELRY, SE TRADING, 303 N. CHANDLER AVE., MONTEREY PARK, CA 91754. Full name of registrant(s) is (are) SE HEANG, TANG, 303 N. CHANDLER AVE., MONTEREY PARK, CA 91754. This Business is conducted by: AN INDIVIDUAL. Signed: SE HEANG, TANG. This statement was filed with the County Clerk of Los Angeles County on 10/16/12. The registrant(s) has (have) commenced to transact business under the fictitious business name or names listed above on N/A. NOTICE- This Fictitious Name Statement expires five years from the date it was filed in the office of the County Clerk. A new Fictitious Business Name Statement must be filed prior to that date. The filing of this statement does not of itself authorize the use in this state of a Fictitious Business Name in violation of the rights of another under Federal, State, or common law (See section 14411 et seq. Business and Professions Code)Publish: Mountain Views News Dates Pub: Oct. 27, Nov. 03, 10, 17, 2012 xyxy=(882,212,1053,358)
peacoat-title: PEACOAT xyxy=(609,1293,955,1364)
notice-body: File No. 2012-207415 The following person(s) is (are) doing business as: EL SOTANO CORNER, 3329 N. HACIENDA BLVD. STE 525, HACIENDA HTS., CA 91745. Full name of registrant(s) is (are) SERON INTERNATIONAL, INC., 3329 N. HACIENDA BLVD. STE 525, HACIENDA HTS., CA 91745. This Business is conducted by: A CORPORATION. Signed: KAREN VALLE. This statement was filed with the County Clerk of Los Angeles County on 10/17/12. The registrant(s) has (have) commenced to transact business under the fictitious business name or names listed above on N/A. NOTICE- This Fictitious Name Statement expires five years from the date it was filed in the office of the County Clerk. A new Fictitious Business Name Statement must be filed prior to that date. The filing of this statement does not of itself authorize the use in this state of a Fictitious Business Name in violation of the rights of another under Federal, State, or common law (See section 14411 et seq. Business and Professions Code)Publish: Mountain Views News Dates Pub: Oct. 20, 27, Nov. 03, 10, 2012 xyxy=(355,542,526,687)
notice-body: File No. 2012-204857 The following person(s) is (are) doing business as: xyxy=(706,1136,877,1152)
notice-header: FICTITIOUS BUSINESS NAME STATEMENT xyxy=(706,823,833,831)
legal-notice xyxy=(4,429,174,583)
notice-header: FICTITIOUS BUSINESS NAME STATEMENT xyxy=(531,373,657,381)
location-item: Arcadia Post Office xyxy=(926,876,1009,888)
notice-body: File No. 2012-206590 The following person(s) is (are) doing business as: MIGHTY MIND ENTERPRISES, 17411 LAHEY ST., GRANADA HILLS, CA 91344. Full name of registrant(s) is (are) EASTWIND ONE CORPORATION, 17411 LAHEY ST., GRANADA HILLS, CA 91344. This Business is conducted by: A CORPORATION. Signed: ED SPIELMAN. This statement was filed with the County Clerk of Los Angeles County on 10/16/12. The registrant(s) has (have) commenced to transact business under the fictitious business name or names listed above on N/A. NOTICE- This Fictitious Name Statement expires five years from the date it was filed in the office of the County Clerk. A new Fictitious Business Name Statement must be filed prior to that date. The filing of this statement does not of itself authorize the use in this state of a Fictitious Business Name in violation of the rights of another under Federal, State, or common law (See section 14411 et seq. Business and Professions Code)Publish: Mountain Views News Dates Pub: Oct. 27, Nov. 03, 10, 17, 2012 xyxy=(706,228,877,366)
legal-notice xyxy=(882,205,1052,359)
page-number: 20 xyxy=(6,0,46,42)
statefarm-wordmark: StateFarm xyxy=(112,1852,309,1899)
notice-header: FICTITIOUS BUSINESS NAME STATEMENT xyxy=(531,526,657,534)
location-item: Pasadena Senior Center xyxy=(914,1108,1020,1120)
notice-body: File No. 2012-209121 The following person(s) is (are) doing business as: VIS ENTERTAINMENT, 348 N. VERMONT AVE., L.A., CA 90004. Full name of registrant(s) is (are) JANG HWAN CHO, DONG WAN KIM, 232 W. LEXINGTON DR. #A, GLENDALE, CA 91203. This Business is conducted by: A GENERAL PARTNERSHIP. Signed: JANG HWAN CHO. This statement was filed with the County Clerk of Los Angeles County on 10/19/12. The registrant(s) has (have) commenced to transact business under the fictitious business name or names listed above on 10/18/2012. NOTICE- This Fictitious Name Statement expires five years from the date it was filed in the office of the County Clerk. A new Fictitious Business Name Statement must be filed prior to that date. The filing of this statement does not of itself authorize the use in this state of a Fictitious Business Name in violation of the rights of another under Federal, State, or common law (See section 14411 et seq. Business and Professions Code)Publish: Mountain Views News Dates Pub: Oct. 27, Nov. 03, 10, 17, 2012 xyxy=(4,115,174,261)
body-line1: Let me show you how combining home and auto policies can really xyxy=(30,1602,445,1618)
legal-notice xyxy=(180,1153,350,1169)
agent-license: Insurance Lic#: 0D75608 xyxy=(264,1726,409,1741)
notice-body: File No. 2012-208886 The following person(s) is (are) doing business as: CAFE CALI, 1015 S. WALL ST. UNIT 123, L.A., CA 90015. Full name of registrant(s) is (are) RODRIGO MOSES GARCIA, 4910 2nd AVE., L.A., CA 90043. This Business is conducted by: AN INDIVIDUAL. Signed: RODRIGO MOSES GARCIA. This statement was filed with the County Clerk of Los Angeles County on 10/18/12. The registrant(s) has (have) commenced to transact business under the fictitious business name or names listed above on N/A. NOTICE- This Fictitious Name Statement expires five years from the date it was filed in the office of the County Clerk. A new Fictitious Business Name Statement must be filed prior to that date. The filing of this statement does not of itself authorize the use in this state of a Fictitious Business Name in violation of the rights of another under Federal, State, or common law (See section 14411 et seq. Business and Professions Code)Publish: Mountain Views News Dates Pub: Oct. 20, 27, Nov. 03, 10, 2012 xyxy=(179,855,350,993)
location-item: Robin's Bar B Que xyxy=(927,1132,1007,1144)
agent-city: Altadena, CA 91001 xyxy=(264,1758,380,1773)
notice-header: FICTITIOUS BUSINESS NAME STATEMENT xyxy=(179,534,306,542)
masthead xyxy=(0,0,1056,62)
location-item: Denny's Duarte xyxy=(934,1035,1001,1047)
location-item: Bean Town Sierra Madre xyxy=(914,803,1020,815)
agent-phone: Bus: 626-791-9915 xyxy=(264,1774,375,1789)
legal-notice xyxy=(4,710,174,831)
legal-notice xyxy=(355,68,525,214)
notice-body: File No. 2012-205368 The following person(s) is (are) doing business as: JAMAICAN GIRL TREATS, 8306 WILSHIRE BLVD. #713, BEVERLY HILLS, CA 90211. Full name of registrant(s) is (are) LEOLA JOHNSON, 8306 WILSHIRE BLVD. #713, BEVERLY HILLS, CA 90211. This Business is conducted by: AN INDIVIDUAL. Signed: LEOLA JOHNSON. This statement was filed with the County Clerk of Los Angeles County on 10/15/12. The registrant(s) has (have) commenced to transact business under the fictitious business name or names listed above on N/A. NOTICE- This Fictitious Name Statement expires five years from the date it was filed in the office of the County Clerk. A new Fictitious Business Name Statement must be filed prior to that date. The filing of this statement does not of itself authorize the use in this state of a Fictitious Business Name in violation of the rights of another under Federal, State, or common law (See section 14411 et seq. Business and Professions Code)Publish: Mountain Views News Dates Pub: Oct. 20, 27, Nov. 03, 10, 2012 xyxy=(531,76,701,221)
fine-print-3: State Farm Fire and Casualty Company, State Farm General Insurance Company, Bloomington, IL xyxy=(154,1920,437,1927)
